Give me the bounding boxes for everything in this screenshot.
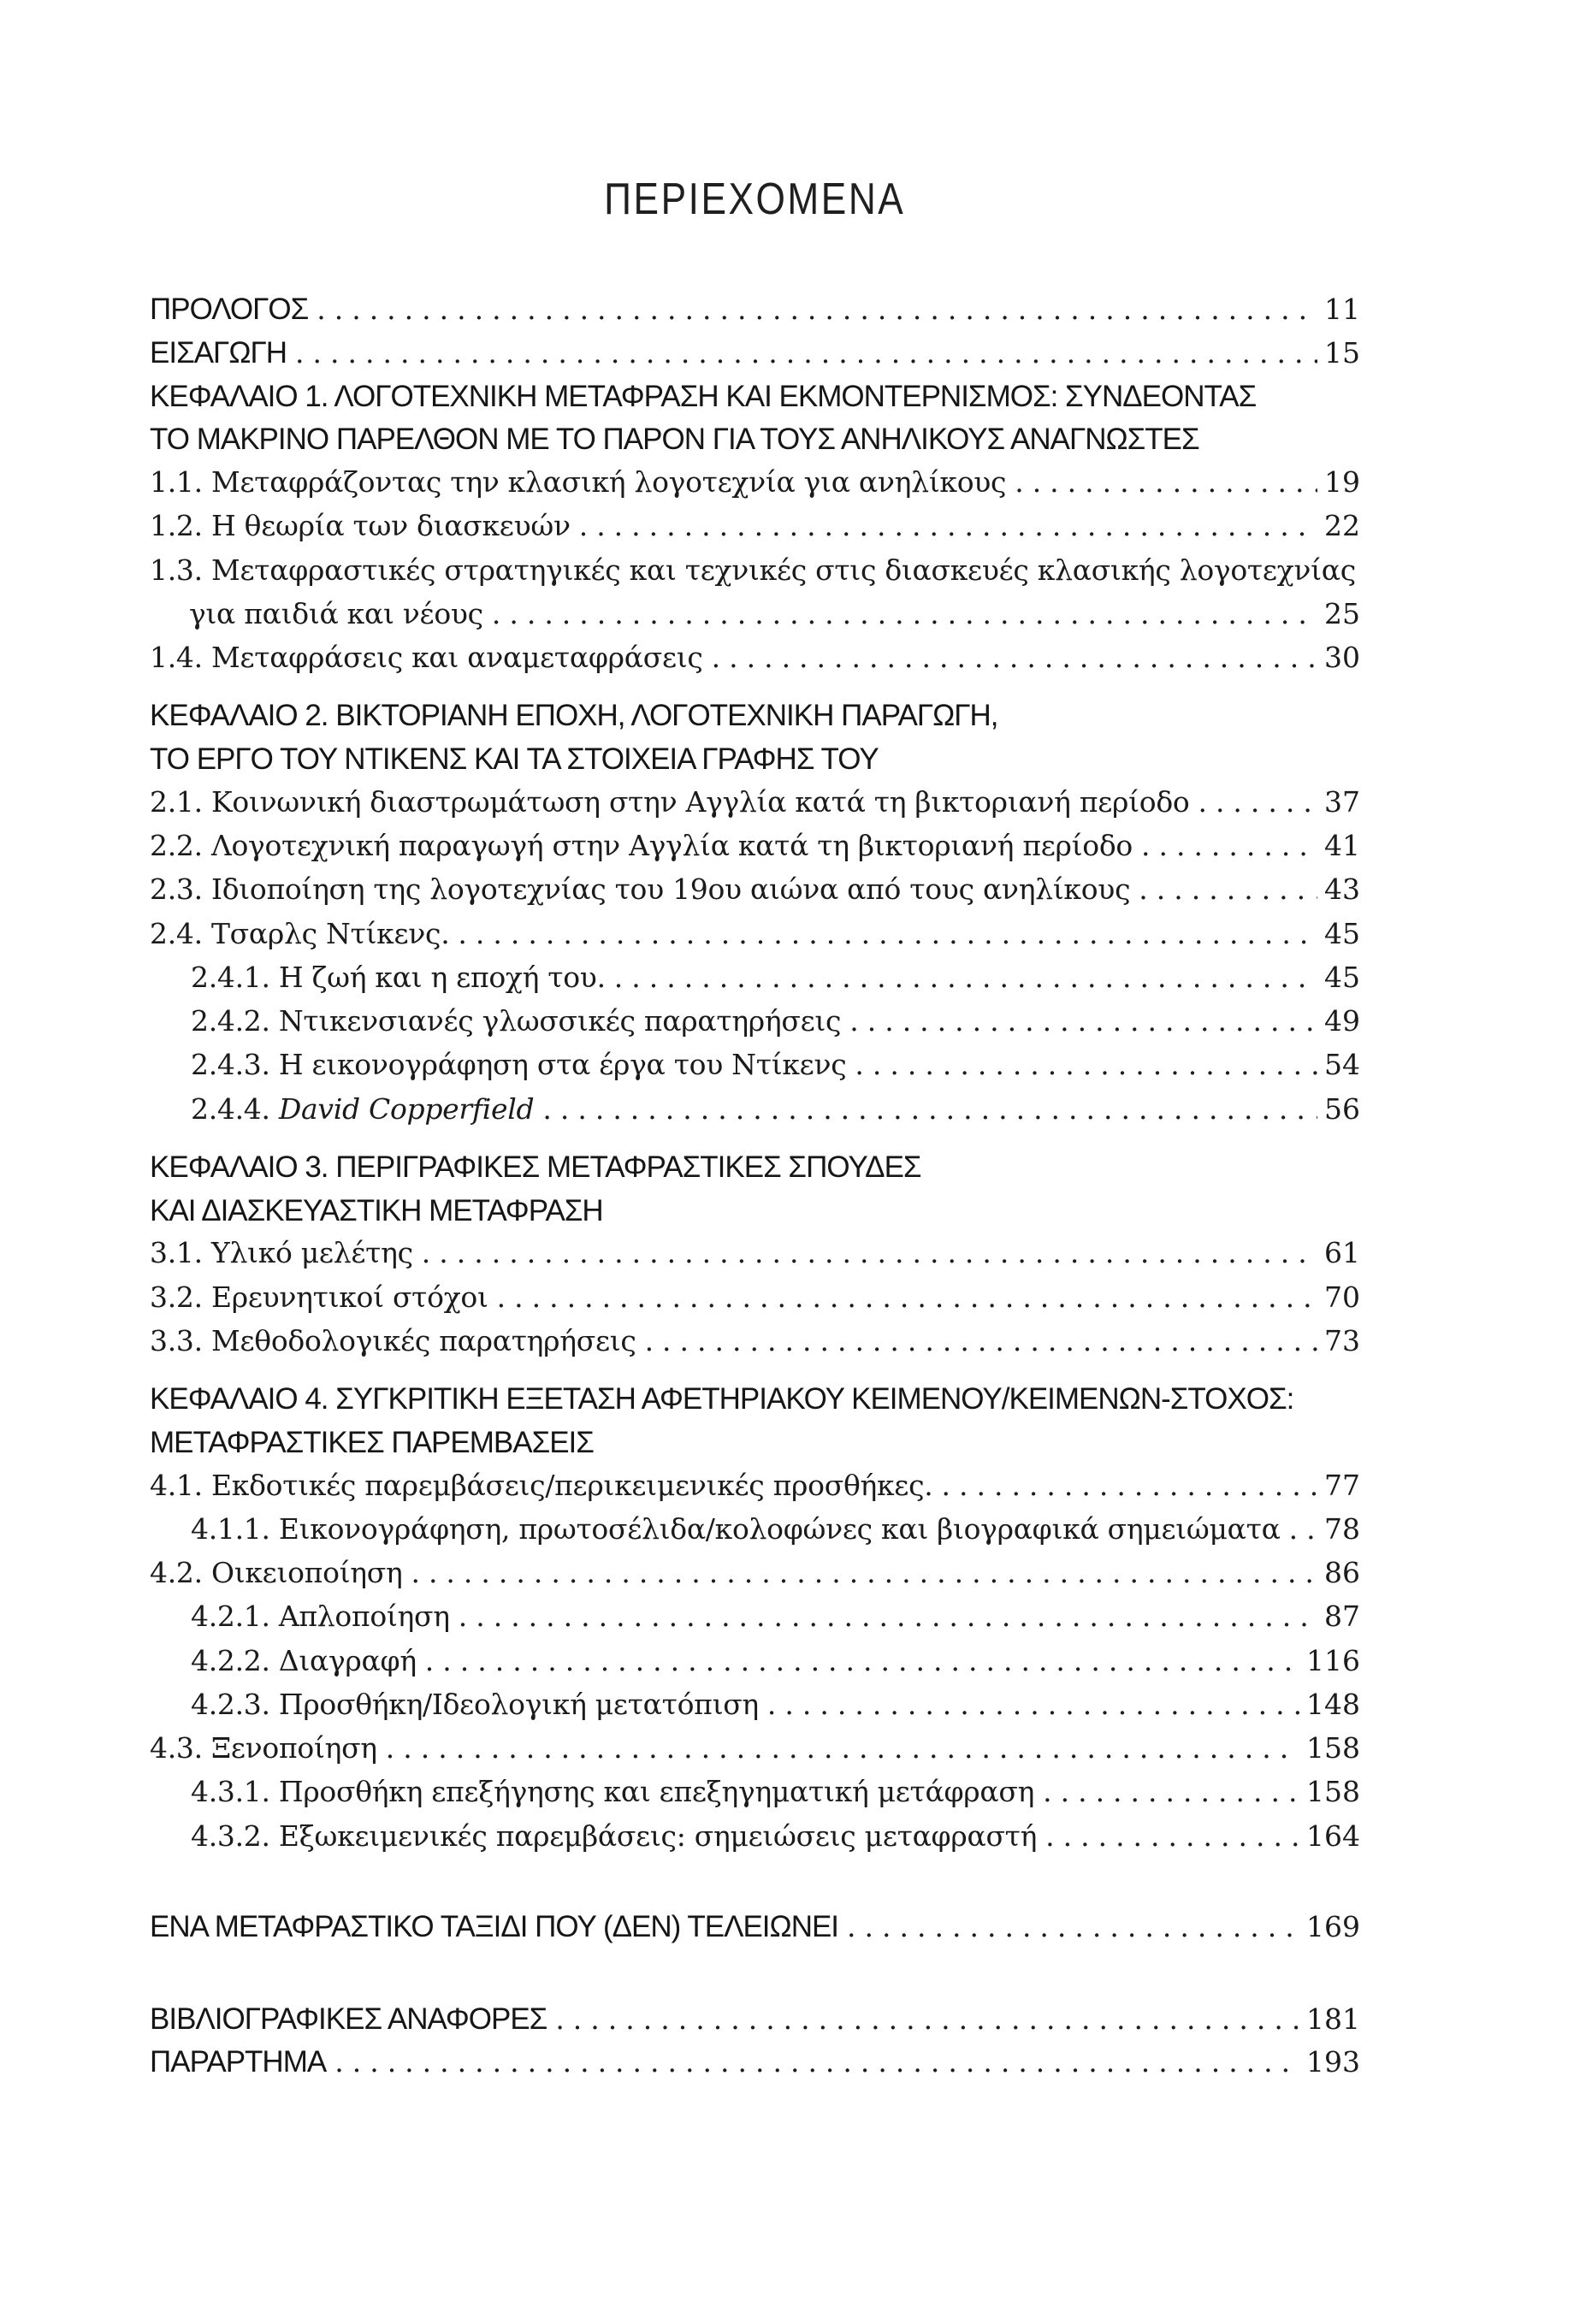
toc-page-number: 41 [1324, 829, 1360, 863]
toc-entry-title: 1.1. Μεταφράζοντας την κλασική λογοτεχνία για ανηλίκους [150, 465, 1007, 500]
page-title-text: ΠΕΡΙΕΧΟΜΕΝΑ [604, 174, 906, 224]
toc-page-number: 164 [1306, 1818, 1360, 1853]
toc-subentry [150, 1091, 1360, 1127]
toc-page-number: 19 [1324, 465, 1360, 500]
toc-entry [150, 334, 1360, 372]
dot-leader [317, 292, 1317, 327]
dot-leader [1141, 828, 1317, 863]
toc-entry-title: 4.3.2. Εξωκειμενικές παρεμβάσεις: σημειώσεις μεταφραστή [191, 1818, 1038, 1853]
toc-entry-title: 3.1. Υλικό μελέτης [150, 1236, 413, 1270]
dot-leader [555, 2002, 1299, 2037]
dot-leader [767, 1687, 1299, 1722]
toc-entry [150, 1555, 1360, 1590]
toc-entry-title: ΠΡΟΛΟΓΟΣ [150, 293, 309, 327]
toc-page-number: 86 [1324, 1556, 1360, 1590]
toc-entry-title: 2.1. Κοινωνική διαστρωμάτωση στην Αγγλία κατά τη βικτοριανή περίοδο [150, 784, 1190, 819]
dot-leader [386, 1730, 1299, 1765]
toc-entry-title-italic: David Copperfield [278, 1091, 535, 1126]
toc-page-number: 169 [1306, 1909, 1360, 1943]
toc-page-number: 158 [1306, 1731, 1360, 1765]
toc-page-number: 22 [1324, 509, 1360, 543]
toc-chapter-heading [150, 421, 1360, 458]
toc-subentry [150, 1003, 1360, 1038]
dot-leader [941, 1468, 1317, 1503]
dot-leader [847, 1909, 1299, 1944]
toc-subentry [150, 960, 1360, 995]
toc-page-number: 61 [1324, 1236, 1360, 1270]
toc-entry-title: 1.2. Η θεωρία των διασκευών [150, 509, 571, 543]
toc-entry [150, 1730, 1360, 1765]
toc-entry-title: 4.2.2. Διαγραφή [191, 1643, 417, 1677]
dot-leader [458, 916, 1317, 951]
toc-page-number: 25 [1324, 596, 1360, 630]
toc-entry [150, 1280, 1360, 1315]
toc-chapter-heading [150, 1192, 1360, 1230]
dot-leader [1139, 872, 1317, 907]
dot-leader [1043, 1774, 1299, 1809]
toc-entry-title: για παιδιά και νέους [189, 596, 483, 630]
toc-entry-title: 4.2.3. Προσθήκη/Ιδεολογική μετατόπιση [191, 1687, 759, 1721]
toc-subentry [150, 1774, 1360, 1809]
toc-entry-title: 4.3.1. Προσθήκη επεξήγησης και επεξηγηματική μετάφραση [191, 1775, 1035, 1809]
toc-page-number: 70 [1324, 1280, 1360, 1314]
dot-leader [425, 1643, 1299, 1678]
toc-page-number: 87 [1324, 1600, 1360, 1634]
toc-page-number: 148 [1306, 1687, 1360, 1721]
toc-subentry [150, 1511, 1360, 1546]
toc-page-number: 45 [1324, 960, 1360, 994]
dot-leader [497, 1280, 1317, 1315]
toc-entry-title: 1.3. Μεταφραστικές στρατηγικές και τεχνικές στις διασκευές κλασικής λογοτεχνίας [150, 553, 1356, 587]
toc-entry-title: 4.2. Οικειοποίηση [150, 1556, 403, 1590]
table-of-contents [150, 175, 1360, 2087]
toc-entry-title: 4.1.1. Εικονογράφηση, πρωτοσέλιδα/κολοφώνες και βιογραφικά σημειώματα [191, 1511, 1281, 1546]
toc-page-number: 158 [1306, 1775, 1360, 1809]
dot-leader [422, 1235, 1317, 1270]
toc-page-number: 11 [1324, 293, 1360, 327]
toc-page-number: 193 [1306, 2045, 1360, 2079]
toc-page-number: 45 [1324, 916, 1360, 950]
dot-leader [411, 1555, 1317, 1590]
toc-entry [150, 1235, 1360, 1270]
toc-page-number: 54 [1324, 1048, 1360, 1082]
toc-entry-title: ΚΕΦΑΛΑΙΟ 4. ΣΥΓΚΡΙΤΙΚΗ ΕΞΕΤΑΣΗ ΑΦΕΤΗΡΙΑΚΟΥ ΚΕΙΜΕΝΟΥ/ΚΕΙΜΕΝΩΝ-ΣΤΟΧΟΣ: [150, 1382, 1294, 1416]
toc-entry-title: 2.4. Τσαρλς Ντίκενς. [150, 916, 450, 950]
dot-leader [1289, 1511, 1317, 1546]
dot-leader [712, 640, 1317, 675]
toc-page-number: 37 [1324, 784, 1360, 819]
toc-chapter-heading [150, 741, 1360, 778]
toc-entry [150, 640, 1360, 675]
toc-chapter-heading [150, 1381, 1360, 1418]
toc-entry-title: ΤΟ ΕΡΓΟ ΤΟΥ ΝΤΙΚΕΝΣ ΚΑΙ ΤΑ ΣΤΟΙΧΕΙΑ ΓΡΑΦΗΣ ΤΟΥ [150, 742, 879, 777]
toc-entry-title [150, 1091, 534, 1127]
toc-subentry [150, 1687, 1360, 1722]
toc-chapter-heading [150, 1424, 1360, 1462]
toc-page-number: 15 [1324, 335, 1360, 370]
toc-entry [150, 784, 1360, 819]
dot-leader [645, 1323, 1317, 1358]
toc-entry [150, 2043, 1360, 2081]
toc-page-number: 78 [1324, 1511, 1360, 1546]
toc-entry-title: 4.1. Εκδοτικές παρεμβάσεις/περικειμενικές προσθήκες. [150, 1468, 933, 1502]
toc-entry-title: ΕΙΣΑΓΩΓΗ [150, 335, 287, 370]
toc-entry-title: 2.4.1. Η ζωή και η εποχή του. [191, 960, 606, 994]
toc-entry [150, 1468, 1360, 1503]
toc-entry [150, 828, 1360, 863]
toc-entry-title: 1.4. Μεταφράσεις και αναμεταφράσεις [150, 641, 703, 675]
toc-entry [150, 2001, 1360, 2038]
toc-entry [150, 291, 1360, 328]
toc-entry-title: ΒΙΒΛΙΟΓΡΑΦΙΚΕΣ ΑΝΑΦΟΡΕΣ [150, 2002, 547, 2036]
toc-subentry [150, 1818, 1360, 1854]
toc-page-number: 77 [1324, 1468, 1360, 1502]
toc-entry-title: ΤΟ ΜΑΚΡΙΝΟ ΠΑΡΕΛΘΟΝ ΜΕ ΤΟ ΠΑΡΟΝ ΓΙΑ ΤΟΥΣ ΑΝΗΛΙΚΟΥΣ ΑΝΑΓΝΩΣΤΕΣ [150, 423, 1199, 457]
toc-page-number: 30 [1324, 641, 1360, 675]
toc-subentry [150, 1643, 1360, 1678]
toc-page-number: 181 [1306, 2002, 1360, 2036]
dot-leader [1045, 1818, 1299, 1854]
toc-entry [150, 553, 1360, 588]
toc-entry-title: ΜΕΤΑΦΡΑΣΤΙΚΕΣ ΠΑΡΕΜΒΑΣΕΙΣ [150, 1425, 594, 1459]
toc-page-number: 116 [1306, 1643, 1360, 1677]
dot-leader [1015, 464, 1317, 500]
toc-entry-continuation [150, 596, 1360, 631]
dot-leader [459, 1599, 1317, 1634]
toc-entry-title: 2.2. Λογοτεχνική παραγωγή στην Αγγλία κατά τη βικτοριανή περίοδο [150, 829, 1133, 863]
toc-page-number: 49 [1324, 1004, 1360, 1038]
dot-leader [295, 335, 1317, 370]
toc-entry-title: 2.4.3. Η εικονογράφηση στα έργα του Ντίκενς [191, 1048, 847, 1082]
dot-leader [855, 1047, 1317, 1082]
toc-page-number: 56 [1324, 1091, 1360, 1126]
dot-leader [334, 2044, 1299, 2079]
toc-entry-title: ΚΕΦΑΛΑΙΟ 1. ΛΟΓΟΤΕΧΝΙΚΗ ΜΕΤΑΦΡΑΣΗ ΚΑΙ ΕΚΜΟΝΤΕΡΝΙΣΜΟΣ: ΣΥΝΔΕΟΝΤΑΣ [150, 379, 1257, 413]
toc-chapter-heading [150, 697, 1360, 735]
toc-entry-title: 4.3. Ξενοποίηση [150, 1731, 377, 1765]
toc-entry-title: ΚΕΦΑΛΑΙΟ 2. ΒΙΚΤΟΡΙΑΝΗ ΕΠΟΧΗ, ΛΟΓΟΤΕΧΝΙΚΗ ΠΑΡΑΓΩΓΗ, [150, 699, 998, 733]
toc-page-number: 73 [1324, 1323, 1360, 1357]
dot-leader [542, 1091, 1317, 1127]
toc-entry-title: ΚΑΙ ΔΙΑΣΚΕΥΑΣΤΙΚΗ ΜΕΤΑΦΡΑΣΗ [150, 1193, 603, 1227]
dot-leader [849, 1003, 1317, 1038]
toc-entry-title: 2.3. Ιδιοποίηση της λογοτεχνίας του 19ου αιώνα από τους ανηλίκους [150, 872, 1131, 907]
toc-subentry [150, 1599, 1360, 1634]
dot-leader [579, 508, 1317, 543]
toc-entry-title: ΠΑΡΑΡΤΗΜΑ [150, 2045, 327, 2079]
toc-entry-title: 3.3. Μεθοδολογικές παρατηρήσεις [150, 1323, 636, 1357]
toc-page-number: 43 [1324, 872, 1360, 907]
toc-entry [150, 1323, 1360, 1358]
toc-chapter-heading [150, 1149, 1360, 1186]
dot-leader [492, 596, 1317, 631]
toc-entry-number: 2.4.4. [191, 1091, 279, 1126]
toc-entry-title: 4.2.1. Απλοποίηση [191, 1600, 450, 1634]
toc-entry-title: ΚΕΦΑΛΑΙΟ 3. ΠΕΡΙΓΡΑΦΙΚΕΣ ΜΕΤΑΦΡΑΣΤΙΚΕΣ ΣΠΟΥΔΕΣ [150, 1150, 921, 1184]
toc-subentry [150, 1047, 1360, 1082]
toc-chapter-heading [150, 378, 1360, 416]
toc-entry [150, 1908, 1360, 1946]
toc-entry-title: 3.2. Ερευνητικοί στόχοι [150, 1280, 488, 1314]
toc-entry [150, 508, 1360, 543]
toc-entry-title: 2.4.2. Ντικενσιανές γλωσσικές παρατηρήσεις [191, 1004, 842, 1038]
toc-entry [150, 464, 1360, 500]
dot-leader [614, 960, 1317, 995]
toc-entry [150, 872, 1360, 907]
toc-entry-title: ΕΝΑ ΜΕΤΑΦΡΑΣΤΙΚΟ ΤΑΞΙΔΙ ΠΟΥ (ΔΕΝ) ΤΕΛΕΙΩΝΕΙ [150, 1909, 839, 1943]
toc-entry [150, 916, 1360, 951]
dot-leader [1198, 784, 1317, 819]
page-title [150, 175, 1360, 224]
